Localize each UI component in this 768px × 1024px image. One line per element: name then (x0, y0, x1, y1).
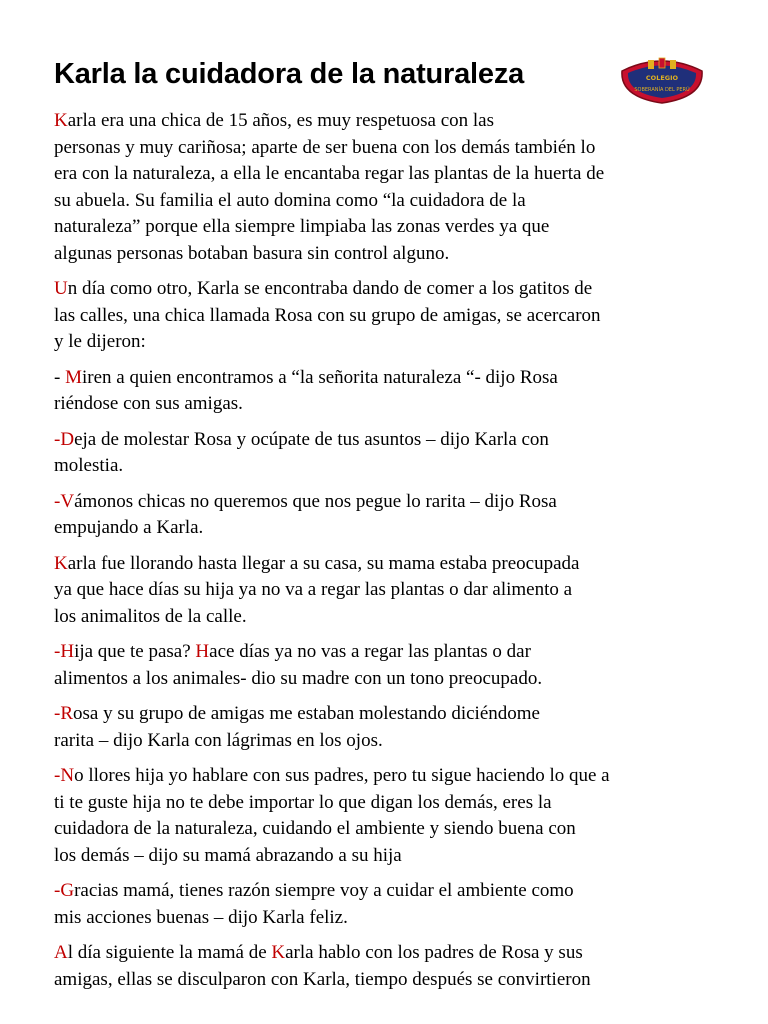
school-seal-logo (618, 57, 706, 105)
story-paragraph (54, 551, 734, 631)
text-run: - (54, 366, 66, 388)
text-line (54, 190, 526, 211)
text-run: algunas personas botaban basura sin control alguno. (54, 242, 450, 264)
red-initial: - (54, 765, 61, 786)
text-run: rarita – dijo Karla con lágrimas en los ojos. (54, 729, 383, 751)
red-initial: G (60, 880, 75, 901)
text-run: ámonos chicas no queremos que nos pegue lo rarita – dijo Rosa (74, 490, 557, 512)
svg-text:COLEGIO: COLEGIO (645, 74, 679, 82)
story-paragraph (54, 763, 734, 869)
text-line (54, 668, 542, 689)
text-line (54, 730, 383, 751)
text-run: n día como otro, Karla se encontraba dando de comer a los gatitos de (67, 278, 593, 299)
text-run: los animalitos de la calle. (54, 605, 247, 627)
text-line (54, 703, 540, 724)
text-run: ti te guste hija no te debe importar lo que digan los demás, eres la (54, 791, 552, 813)
red-initial: V (60, 490, 75, 512)
red-initial: N (60, 765, 75, 786)
page-title: Karla la cuidadora de la naturaleza (54, 58, 525, 90)
text-run: ace días ya no vas a regar las plantas o dar (209, 641, 531, 662)
red-initial: - (54, 428, 61, 450)
text-line (54, 579, 572, 600)
red-initial: D (60, 428, 75, 450)
red-initial: K (271, 942, 286, 963)
text-line (54, 818, 576, 839)
text-line (54, 553, 579, 574)
svg-text:SOBERANÍA DEL PERÚ: SOBERANÍA DEL PERÚ (634, 87, 690, 93)
red-initial: A (54, 942, 68, 963)
text-line (54, 455, 123, 476)
text-run: era con la naturaleza, a ella le encantaba regar las plantas de la huerta de (54, 163, 605, 184)
red-initial: - (54, 703, 61, 724)
text-line (54, 792, 552, 813)
red-initial: M (65, 366, 82, 388)
text-run: naturaleza” porque ella siempre limpiaba las zonas verdes ya que (54, 216, 550, 237)
text-run: racias mamá, tienes razón siempre voy a cuidar el ambiente como (74, 880, 574, 901)
text-run: cuidadora de la naturaleza, cuidando el ambiente y siendo buena con (54, 818, 576, 839)
text-line (54, 216, 549, 237)
text-run: amigas, ellas se disculparon con Karla, tiempo después se convirtieron (54, 968, 591, 990)
text-line (54, 331, 146, 352)
text-line (54, 517, 203, 538)
red-initial: - (54, 880, 61, 901)
text-line (54, 137, 595, 158)
text-line (54, 278, 592, 299)
text-run: personas y muy cariñosa; aparte de ser buena con los demás también lo (54, 136, 596, 158)
story-paragraph (54, 940, 734, 993)
story-paragraph (54, 878, 734, 931)
text-run: su abuela. Su familia el auto domina como “la cuidadora de la (54, 189, 526, 211)
text-line (54, 243, 449, 264)
text-run: alimentos a los animales- dio su madre con un tono preocupado. (54, 667, 543, 689)
text-run: o llores hija yo hablare con sus padres, pero tu sigue haciendo lo que a (74, 765, 610, 786)
text-run: y le dijeron: (54, 331, 146, 352)
text-line (54, 491, 557, 512)
text-line (54, 641, 531, 662)
story-paragraph (54, 427, 734, 480)
text-run: arla era una chica de 15 años, es muy respetuosa con las (67, 110, 495, 131)
text-run: ya que hace días su hija ya no va a regar las plantas o dar alimento a (54, 579, 573, 600)
story-paragraph (54, 701, 734, 754)
text-run: molestia. (54, 455, 124, 476)
text-run: riéndose con sus amigas. (54, 393, 243, 414)
story-body (54, 108, 734, 1002)
story-paragraph (54, 276, 734, 356)
text-run: osa y su grupo de amigas me estaban molestando diciéndome (73, 703, 540, 724)
red-initial: - (54, 490, 61, 512)
text-run: iren a quien encontramos a “la señorita naturaleza “- dijo Rosa (81, 366, 558, 388)
text-line (54, 606, 247, 627)
text-line (54, 305, 601, 326)
text-line (54, 765, 610, 786)
story-paragraph (54, 489, 734, 542)
text-run: l día siguiente la mamá de (67, 942, 272, 963)
text-line (54, 942, 583, 963)
red-initial: - (54, 641, 61, 662)
story-paragraph (54, 108, 734, 267)
text-run: mis acciones buenas – dijo Karla feliz. (54, 906, 348, 928)
story-paragraph (54, 365, 734, 418)
text-line (54, 429, 549, 450)
text-line (54, 393, 243, 414)
text-line (54, 110, 494, 131)
story-paragraph (54, 639, 734, 692)
red-initial: U (54, 278, 68, 299)
red-initial: H (60, 641, 75, 662)
red-initial: H (195, 641, 210, 662)
red-initial: R (60, 703, 74, 724)
text-line (54, 845, 402, 866)
text-line (54, 880, 574, 901)
text-run: las calles, una chica llamada Rosa con su grupo de amigas, se acercaron (54, 304, 601, 326)
red-initial: K (54, 552, 68, 574)
text-line (54, 907, 348, 928)
text-run: eja de molestar Rosa y ocúpate de tus asuntos – dijo Karla con (74, 428, 549, 450)
text-line (54, 367, 558, 388)
text-line (54, 163, 604, 184)
text-run: empujando a Karla. (54, 517, 204, 538)
text-run: ija que te pasa? (74, 641, 196, 662)
text-run: los demás – dijo su mamá abrazando a su hija (54, 844, 402, 866)
text-run: arla hablo con los padres de Rosa y sus (285, 942, 583, 963)
text-run: arla fue llorando hasta llegar a su casa, su mama estaba preocupada (67, 552, 580, 574)
text-line (54, 969, 591, 990)
red-initial: K (54, 110, 68, 131)
